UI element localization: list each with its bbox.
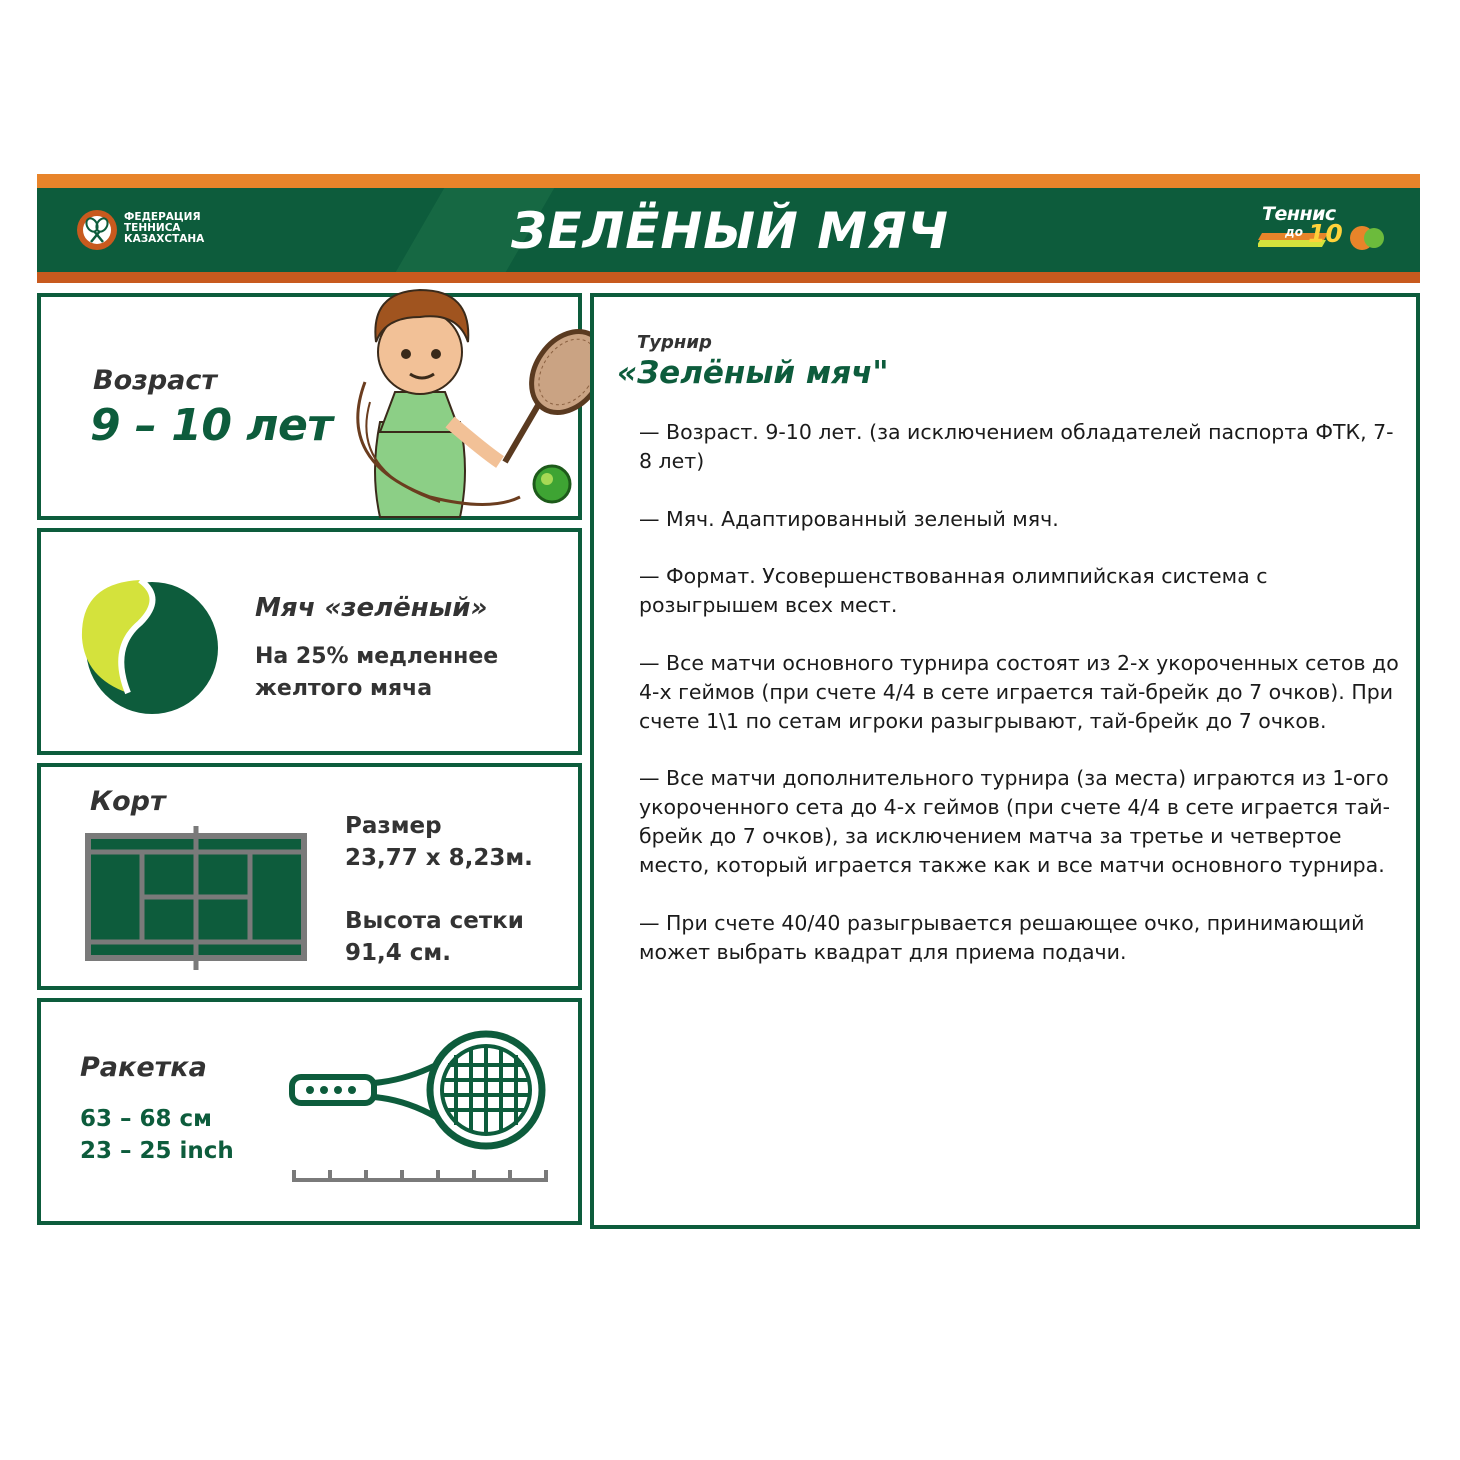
- court-size-value: 23,77 x 8,23м.: [345, 845, 533, 871]
- court-label: Корт: [90, 786, 166, 817]
- tournament-rules-list: [639, 418, 1399, 995]
- rule-item: — Мяч. Адаптированный зеленый мяч.: [639, 506, 1059, 531]
- ball-title: Мяч «зелёный»: [255, 593, 488, 623]
- tennis-court-icon: [84, 824, 309, 972]
- rule-item: — Формат. Усовершенствованная олимпийская система с розыгрышем всех мест.: [639, 564, 1268, 617]
- racket-label: Ракетка: [80, 1052, 207, 1083]
- net-height-value: 91,4 см.: [345, 940, 451, 966]
- page-title: ЗЕЛЁНЫЙ МЯЧ: [511, 202, 949, 260]
- age-label: Возраст: [93, 365, 218, 396]
- header-orange-stripe: [37, 174, 1420, 188]
- ball-description: На 25% медленнее желтого мяча: [255, 644, 499, 701]
- rule-item: — Возраст. 9-10 лет. (за исключением обладателей паспорта ФТК, 7-8 лет): [639, 420, 1394, 473]
- boy-with-racket-illustration: [340, 272, 610, 518]
- age-value: 9 – 10 лет: [90, 400, 333, 451]
- federation-logo-text: ФЕДЕРАЦИЯ ТЕННИСА КАЗАХСТАНА: [124, 211, 205, 245]
- racket-length-inch: 23 – 25 inch: [80, 1138, 234, 1164]
- racket-length-cm: 63 – 68 см: [80, 1106, 212, 1132]
- brand-logo-number: 10: [1308, 219, 1343, 248]
- tournament-kicker: Турнир: [637, 332, 712, 353]
- rule-item: — Все матчи дополнительного турнира (за места) играются из 1-ого укороченного сета до 4-х геймов (при счете 4/4 в сете играется тай-брейк до 7 очков), за исключением матча за третье и четвертое место, который играется также как и все матчи основного турнира.: [639, 766, 1390, 877]
- tennis-racket-icon: [286, 1025, 556, 1190]
- green-ball-icon: [80, 578, 220, 718]
- brand-logo-prefix: до: [1285, 225, 1303, 239]
- brand-logo-word: Теннис: [1262, 203, 1336, 225]
- court-size-label: Размер: [345, 813, 442, 839]
- net-height-label: Высота сетки: [345, 908, 524, 934]
- tournament-title: «Зелёный мяч": [617, 355, 889, 391]
- rule-item: — Все матчи основного турнира состоят из 2-х укороченных сетов до 4-х геймов (при счете 4/4 в сете играется тай-брейк до 7 очков). При счете 1\1 по сетам игроки разыгрывают, тай-брейк до 7 очков.: [639, 650, 1399, 733]
- header-bottom-stripe: [37, 272, 1420, 283]
- federation-logo-icon: [75, 208, 119, 252]
- rule-item: — При счете 40/40 разыгрывается решающее очко, принимающий может выбрать квадрат для приема подачи.: [639, 910, 1365, 964]
